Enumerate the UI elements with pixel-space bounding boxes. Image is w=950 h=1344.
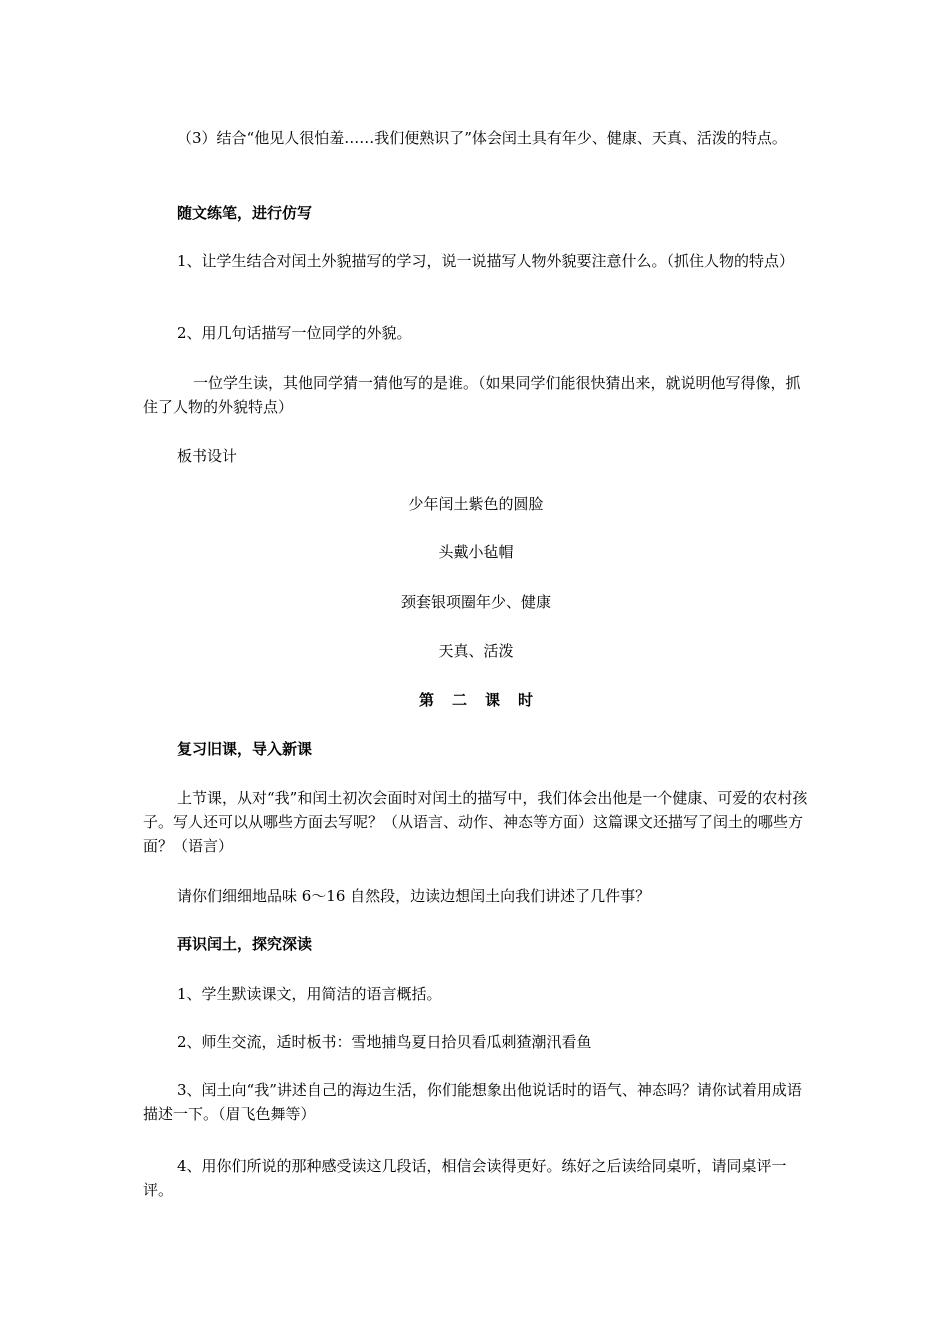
review-paragraph-2: 请你们细细地品味 6～16 自然段，边读边想闰土向我们讲述了几件事？ [177,887,651,905]
point-3-paragraph: （3）结合“他见人很怕羞……我们便熟识了”体会闰土具有年少、健康、天真、活泼的特点。 [177,129,787,147]
explore-item-4: 4、用你们所说的那种感受读这几段话，相信会读得更好。练好之后读给同桌听，请同桌评一评。 [143,1157,787,1199]
lesson-2-title: 第二课时 [418,691,551,709]
board-line-3: 颈套银项圈年少、健康 [400,593,551,611]
review-paragraph-1: 上节课，从对“我”和闰土初次会面时对闰土的描写中，我们体会出他是一个健康、可爱的农村孩子。写人还可以从哪些方面去写呢？（从语言、动作、神态等方面）这篇课文还描写了闰土的哪些方面？（语言） [143,789,808,855]
practice-item-2: 2、用几句话描写一位同学的外貌。 [177,324,412,342]
board-line-2: 头戴小毡帽 [438,543,514,561]
explore-item-2: 2、师生交流，适时板书：雪地捕鸟夏日拾贝看瓜刺猹潮汛看鱼 [177,1033,592,1051]
explore-item-1: 1、学生默读课文，用简洁的语言概括。 [177,985,442,1003]
practice-item-3: 一位学生读，其他同学猜一猜他写的是谁。（如果同学们能很快猜出来，就说明他写得像，抓住了人物的外貌特点） [143,374,801,416]
board-design-label: 板书设计 [177,447,238,465]
practice-item-1: 1、让学生结合对闰土外貌描写的学习，说一说描写人物外貌要注意什么。（抓住人物的特点） [177,252,795,270]
review-heading: 复习旧课，导入新课 [177,740,313,758]
explore-item-3: 3、闰土向“我”讲述自己的海边生活，你们能想象出他说话时的语气、神态吗？请你试着用成语描述一下。（眉飞色舞等） [143,1081,802,1123]
board-line-4: 天真、活泼 [438,642,514,660]
explore-heading: 再识闰土，探究深读 [177,935,313,953]
practice-heading: 随文练笔，进行仿写 [177,204,313,222]
board-line-1: 少年闰土紫色的圆脸 [408,495,544,513]
